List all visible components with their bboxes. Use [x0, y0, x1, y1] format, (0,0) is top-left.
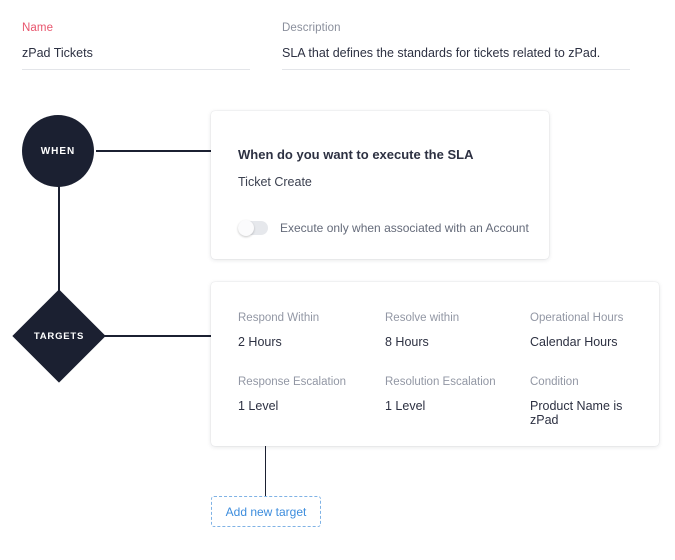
description-label: Description [282, 22, 341, 34]
targets-grid [238, 312, 638, 427]
add-new-target-label: Add new target [225, 504, 307, 519]
targets-node[interactable] [14, 291, 104, 381]
cell-value: Product Name is zPad [530, 399, 623, 427]
cell-value: 8 Hours [385, 335, 429, 349]
target-cell-resolution-escalation[interactable] [385, 376, 530, 427]
when-card-title: When do you want to execute the SLA [238, 147, 474, 162]
account-toggle-label: Execute only when associated with an Account [280, 221, 529, 235]
connector-when-to-card [96, 150, 211, 152]
account-toggle[interactable] [238, 221, 268, 235]
description-value[interactable]: SLA that defines the standards for tickets related to zPad. [282, 46, 630, 70]
target-cell-respond-within[interactable] [238, 312, 385, 349]
when-node[interactable] [22, 115, 94, 187]
cell-value: 2 Hours [238, 335, 282, 349]
target-cell-resolve-within[interactable] [385, 312, 530, 349]
cell-label: Resolution Escalation [385, 376, 496, 388]
target-cell-response-escalation[interactable] [238, 376, 385, 427]
header-fields [0, 22, 675, 82]
account-toggle-row[interactable] [238, 221, 529, 235]
when-node-label: WHEN [40, 145, 76, 157]
cell-value: Calendar Hours [530, 335, 618, 349]
cell-label: Resolve within [385, 312, 460, 324]
name-field[interactable] [22, 22, 250, 70]
description-field[interactable] [282, 22, 630, 70]
connector-targets-to-add [265, 446, 266, 496]
target-cell-operational-hours[interactable] [530, 312, 638, 349]
connector-targets-to-card [99, 335, 211, 337]
cell-label: Respond Within [238, 312, 320, 324]
cell-value: 1 Level [385, 399, 426, 413]
targets-node-label: TARGETS [33, 330, 85, 342]
target-cell-condition[interactable] [530, 376, 638, 427]
cell-label: Condition [530, 376, 579, 388]
cell-value: 1 Level [238, 399, 279, 413]
cell-label: Response Escalation [238, 376, 347, 388]
name-label: Name [22, 22, 54, 34]
name-value[interactable]: zPad Tickets [22, 46, 250, 70]
targets-card[interactable] [211, 282, 659, 446]
add-new-target-button[interactable] [211, 496, 321, 527]
toggle-knob-icon [238, 220, 254, 236]
cell-label: Operational Hours [530, 312, 624, 324]
when-card[interactable] [211, 111, 549, 259]
sla-flow-canvas [0, 95, 675, 560]
when-card-trigger: Ticket Create [238, 175, 312, 189]
